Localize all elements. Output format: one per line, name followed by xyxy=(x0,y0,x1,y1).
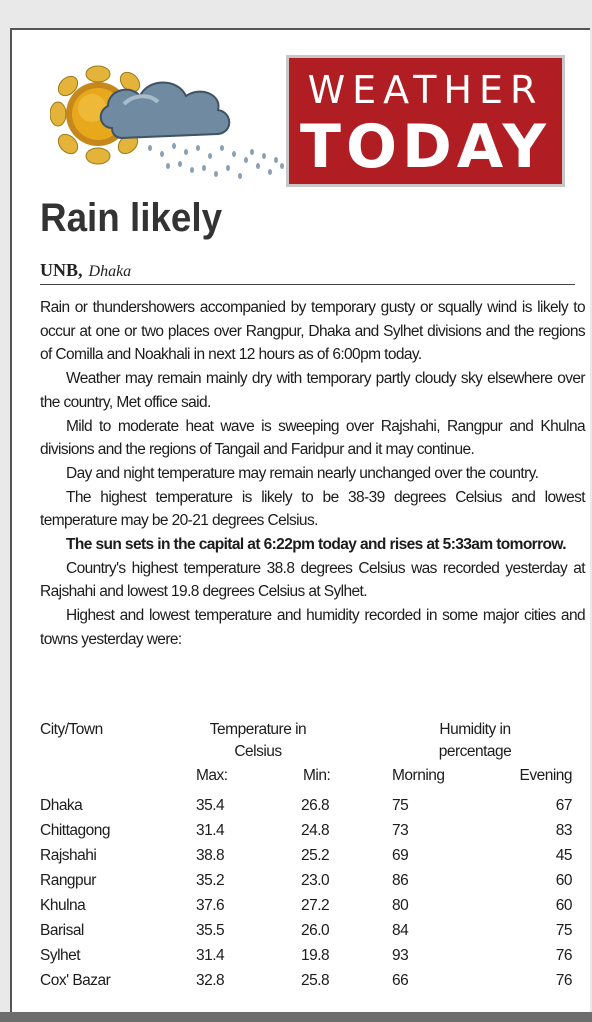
cell-max: 37.6 xyxy=(196,897,225,914)
header-humidity-line1: Humidity in xyxy=(439,721,511,738)
article-headline: Rain likely xyxy=(40,196,223,240)
table-row xyxy=(40,893,572,918)
cell-city: Dhaka xyxy=(40,797,83,814)
temperature-humidity-table xyxy=(40,719,572,993)
cell-morning: 84 xyxy=(392,922,409,939)
cell-city: Barisal xyxy=(40,922,84,939)
subheader-evening: Evening xyxy=(519,767,572,784)
table-row xyxy=(40,918,572,943)
table-row xyxy=(40,793,572,818)
byline-dateline: Dhaka xyxy=(88,263,132,280)
paragraph-sunset: The sun sets in the capital at 6:22pm today and rises at 5:33am tomorrow. xyxy=(66,536,567,554)
cell-evening: 45 xyxy=(555,847,572,864)
byline-source: UNB, xyxy=(40,260,83,280)
table-row xyxy=(40,968,572,993)
cell-city: Rangpur xyxy=(40,872,96,889)
cell-evening: 67 xyxy=(555,797,572,814)
banner-title-bottom: TODAY xyxy=(300,112,551,182)
cell-evening: 83 xyxy=(555,822,572,839)
cell-evening: 76 xyxy=(555,947,572,964)
cell-max: 35.2 xyxy=(196,872,225,889)
paragraph: Day and night temperature may remain nearly unchanged over the country. xyxy=(66,464,539,482)
cell-min: 23.0 xyxy=(301,872,330,889)
cell-max: 35.5 xyxy=(196,922,225,939)
cell-min: 26.8 xyxy=(301,797,330,814)
paragraph: Country's highest temperature 38.8 degrees Celsius was recorded yesterday at Rajshahi and lowest 19.8 degrees Celsius at Sylhet. xyxy=(40,559,585,601)
cell-city: Khulna xyxy=(40,897,86,914)
subheader-min: Min: xyxy=(303,767,331,784)
bottom-border xyxy=(0,1012,592,1022)
cell-max: 38.8 xyxy=(196,847,225,864)
cell-max: 31.4 xyxy=(196,822,225,839)
table-row xyxy=(40,868,572,893)
subheader-max: Max: xyxy=(196,767,228,784)
cell-morning: 93 xyxy=(392,947,409,964)
table-body xyxy=(40,793,572,993)
paragraph: Highest and lowest temperature and humidity recorded in some major cities and towns yesterday were: xyxy=(40,607,585,648)
cell-city: Chittagong xyxy=(40,822,110,839)
cell-morning: 73 xyxy=(392,822,409,839)
table-row xyxy=(40,843,572,868)
weather-today-banner xyxy=(289,58,562,184)
sun-cloud-rain-icon xyxy=(50,56,290,186)
cell-min: 27.2 xyxy=(301,897,330,914)
paragraph: Weather may remain mainly dry with temporary partly cloudy sky elsewhere over the country, Met office said. xyxy=(40,370,585,411)
byline-rule xyxy=(40,284,575,285)
table-header xyxy=(40,719,572,767)
cell-evening: 60 xyxy=(555,872,572,889)
paragraph: Rain or thundershowers accompanied by temporary gusty or squally wind is likely to occur at one or two places over Rangpur, Dhaka and Sylhet divisions and the regions of Comilla and Noakhali in next 12 hours as of 6:00pm today. xyxy=(40,299,585,364)
byline xyxy=(40,260,131,281)
cell-min: 24.8 xyxy=(301,822,330,839)
banner-title-top: WEATHER xyxy=(307,68,544,112)
subheader-morning: Morning xyxy=(392,767,445,784)
cell-city: Rajshahi xyxy=(40,847,97,864)
table-row xyxy=(40,818,572,843)
header-temperature-line1: Temperature in xyxy=(209,721,307,738)
cell-city: Cox' Bazar xyxy=(40,972,111,989)
header-city: City/Town xyxy=(40,721,103,738)
table-subheader xyxy=(40,767,572,793)
paragraph: Mild to moderate heat wave is sweeping over Rajshahi, Rangpur and Khulna divisions and the regions of Tangail and Faridpur and it may continue. xyxy=(40,417,585,459)
cell-min: 25.2 xyxy=(301,847,330,864)
cell-min: 26.0 xyxy=(301,922,330,939)
cell-morning: 66 xyxy=(392,972,409,989)
cell-morning: 80 xyxy=(392,897,409,914)
cell-evening: 60 xyxy=(555,897,572,914)
cell-morning: 75 xyxy=(392,797,409,814)
cell-min: 19.8 xyxy=(301,947,330,964)
cell-min: 25.8 xyxy=(301,972,330,989)
paragraph: The highest temperature is likely to be 38-39 degrees Celsius and lowest temperature may be 20-21 degrees Celsius. xyxy=(40,488,585,530)
header-humidity xyxy=(420,719,530,763)
cell-evening: 75 xyxy=(555,922,572,939)
cell-evening: 76 xyxy=(555,972,572,989)
cell-max: 31.4 xyxy=(196,947,225,964)
header-temperature-line2: Celsius xyxy=(234,743,282,760)
article-body xyxy=(40,296,585,652)
header-humidity-line2: percentage xyxy=(438,743,512,760)
cell-city: Sylhet xyxy=(40,947,81,964)
cell-morning: 69 xyxy=(392,847,409,864)
table-row xyxy=(40,943,572,968)
header-temperature xyxy=(198,719,318,763)
cell-max: 32.8 xyxy=(196,972,225,989)
cell-morning: 86 xyxy=(392,872,409,889)
cell-max: 35.4 xyxy=(196,797,225,814)
